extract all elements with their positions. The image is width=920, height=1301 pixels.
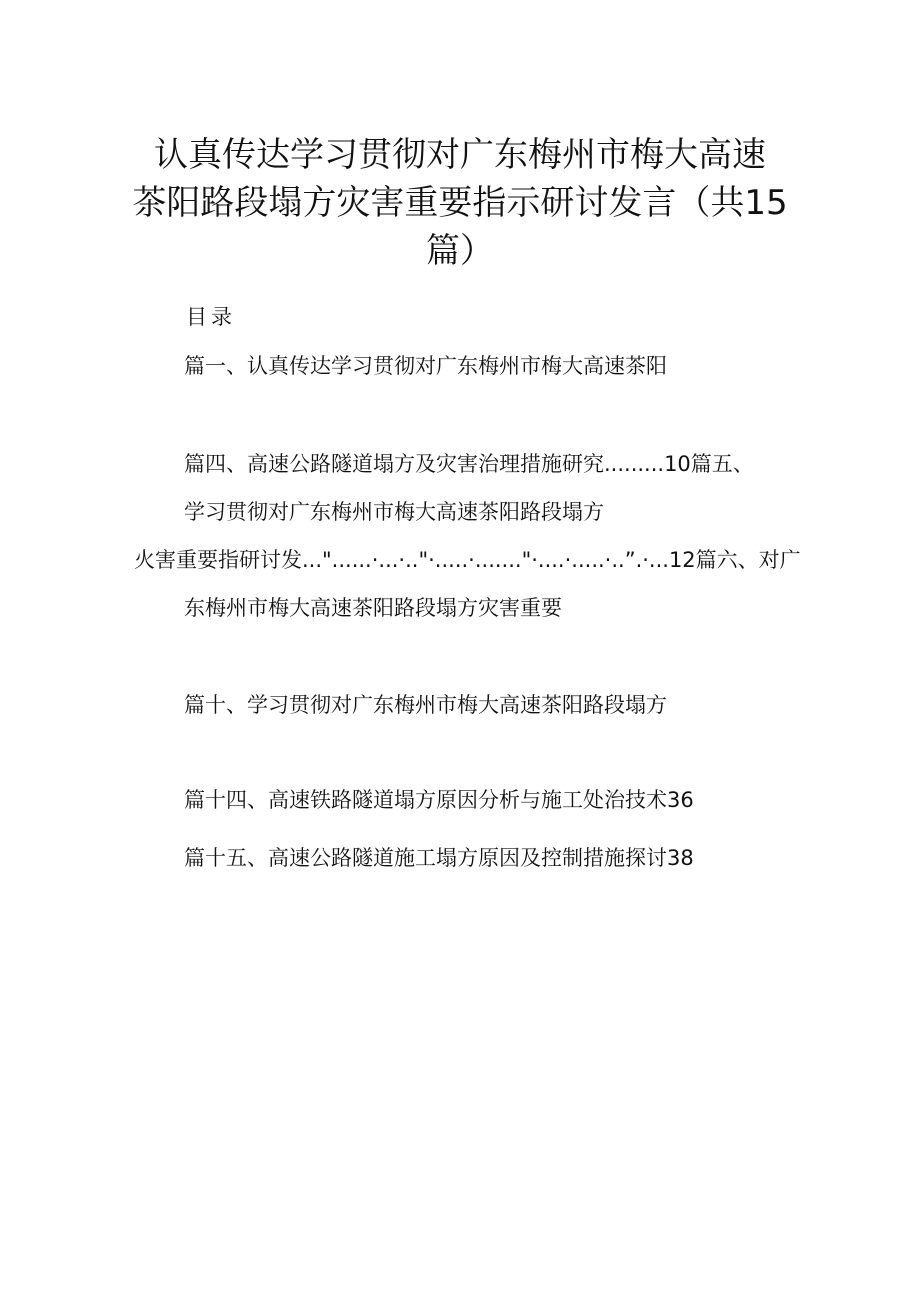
document-title-line-1: 认真传达学习贯彻对广东梅州市梅大高速: [154, 135, 766, 175]
toc-line: 学习贯彻对广东梅州市梅大高速茶阳路段塌方: [184, 500, 604, 524]
toc-line: 篇十、学习贯彻对广东梅州市梅大高速茶阳路段塌方: [184, 693, 667, 717]
document-title-line-2: 茶阳路段塌方灾害重要指示研讨发言（共15: [132, 183, 788, 223]
document-title-line-3: 篇）: [426, 231, 494, 271]
toc-line: 东梅州市梅大高速茶阳路段塌方灾害重要: [184, 596, 562, 620]
toc-line: 篇四、高速公路隧道塌方及灾害治理措施研究.........10篇五、: [184, 452, 754, 476]
toc-line: 篇十五、高速公路隧道施工塌方原因及控制措施探讨38: [184, 846, 694, 870]
toc-line: 火害重要指研讨发..."......·...·.."·.....·......."·....·.....·..”.·...12篇六、对广: [134, 548, 801, 572]
toc-heading: 目录: [186, 305, 236, 329]
toc-line: 篇一、认真传达学习贯彻对广东梅州市梅大高速茶阳: [184, 354, 667, 378]
toc-line: 篇十四、高速铁路隧道塌方原因分析与施工处治技术36: [184, 788, 694, 812]
